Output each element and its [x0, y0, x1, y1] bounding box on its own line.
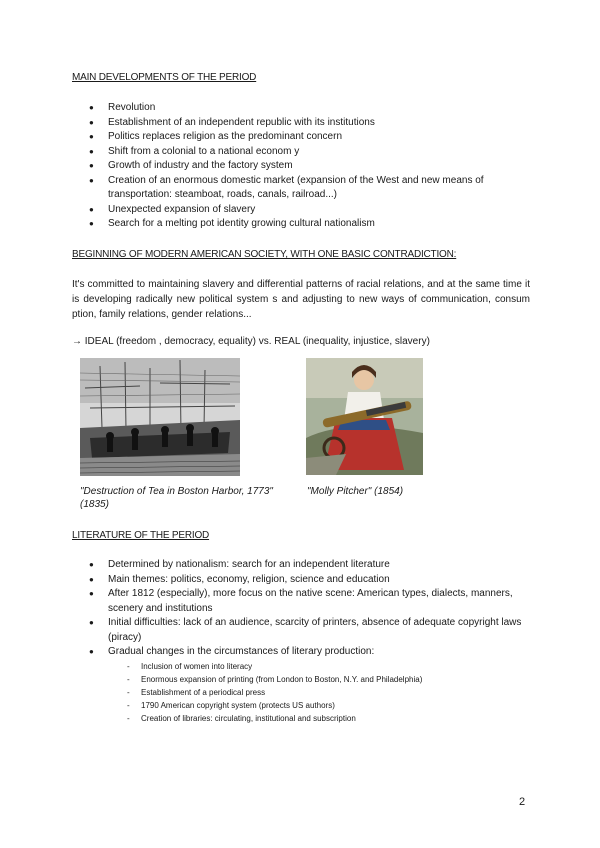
- list-item: ● Growth of industry and the factory system: [72, 159, 532, 174]
- list-item: ● Unexpected expansion of slavery: [72, 203, 532, 218]
- tea-party-caption: "Destruction of Tea in Boston Harbor, 1773" (1835): [80, 486, 273, 510]
- list-item: ● Revolution: [72, 101, 532, 116]
- molly-pitcher-caption: "Molly Pitcher" (1854): [307, 486, 404, 497]
- boston-tea-party-image: [80, 358, 240, 476]
- list-item: [72, 645, 532, 725]
- list-item: ● Search for a melting pot identity growing cultural nationalism: [72, 217, 532, 232]
- list-item: ● Establishment of an independent republic with its institutions: [72, 116, 532, 131]
- section-heading-main-developments: MAIN DEVELOPMENTS OF THE PERIOD: [72, 72, 257, 83]
- list-item: ● After 1812 (especially), more focus on the native scene: American types, dialects, manners, scenery and institutions: [72, 587, 532, 616]
- molly-pitcher-image: [306, 358, 423, 475]
- literary-production-sublist: [108, 660, 532, 725]
- list-item: ● Creation of an enormous domestic market (expansion of the West and new means of transportation: steamboat, roads, canals, railroad...): [72, 174, 532, 203]
- sub-list-item: - Creation of libraries: circulating, institutional and subscription: [108, 712, 532, 725]
- sub-list-item: - 1790 American copyright system (protects US authors): [108, 699, 532, 712]
- contradiction-paragraph: It's committed to maintaining slavery and differential patterns of racial relations, and at the same time it is developing radically new political system s and adjusting to new ways of communication, consum ption, family relations, gender relations...: [72, 279, 530, 320]
- list-item: ● Determined by nationalism: search for an independent literature: [72, 558, 532, 573]
- boston-tea-party-engraving: [80, 358, 240, 476]
- list-item: ● Initial difficulties: lack of an audience, scarcity of printers, absence of adequate copyright laws (piracy): [72, 616, 532, 645]
- literature-list: [72, 558, 532, 725]
- main-developments-list: [72, 101, 532, 232]
- list-item: ● Politics replaces religion as the predominant concern: [72, 130, 532, 145]
- list-item: ● Shift from a colonial to a national econom y: [72, 145, 532, 160]
- list-item: ● Main themes: politics, economy, religion, science and education: [72, 573, 532, 588]
- sub-list-item: - Inclusion of women into literacy: [108, 660, 532, 673]
- section-heading-modern-society: BEGINNING OF MODERN AMERICAN SOCIETY, WITH ONE BASIC CONTRADICTION:: [72, 249, 457, 260]
- ideal-vs-real-line: → IDEAL (freedom , democracy, equality) vs. REAL (inequality, injustice, slavery): [72, 336, 430, 347]
- list-item-label: Gradual changes in the circumstances of literary production:: [108, 646, 375, 657]
- sub-list-item: - Establishment of a periodical press: [108, 686, 532, 699]
- page-number: 2: [519, 796, 526, 808]
- sub-list-item: - Enormous expansion of printing (from London to Boston, N.Y. and Philadelphia): [108, 673, 532, 686]
- section-heading-literature: LITERATURE OF THE PERIOD: [72, 530, 210, 541]
- molly-pitcher-lithograph: [306, 358, 423, 475]
